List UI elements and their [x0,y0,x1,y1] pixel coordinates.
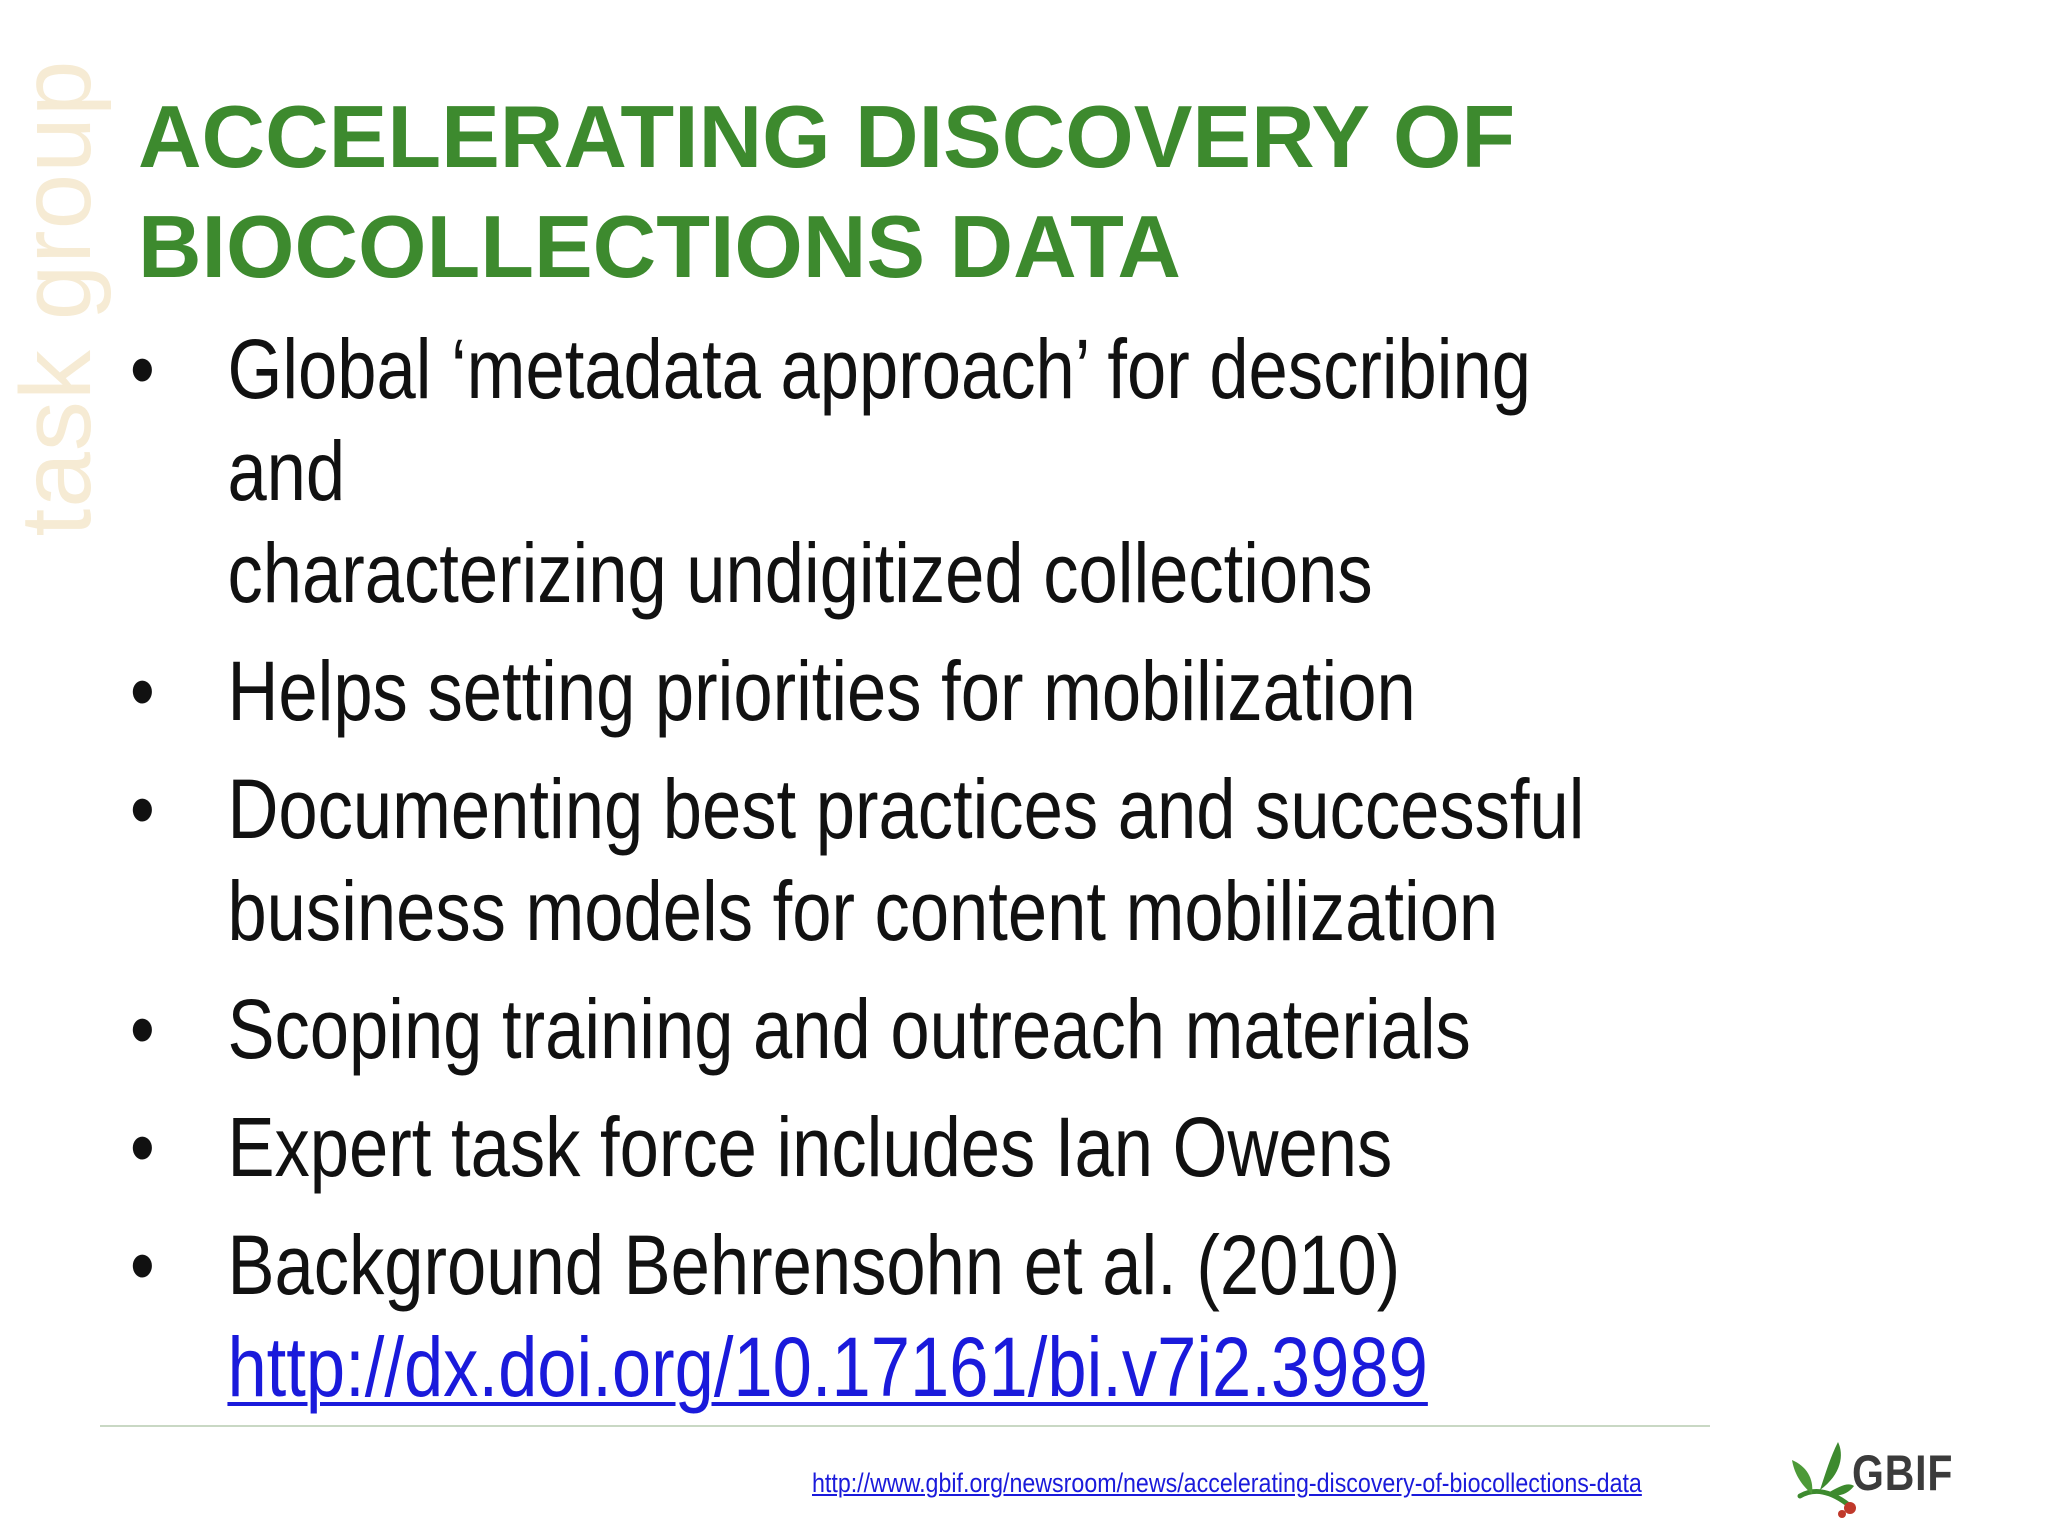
bullet-icon: • [130,762,155,856]
leaf-icon [1786,1424,1856,1524]
bullet-icon: • [130,322,155,416]
bullet-icon: • [130,1100,155,1194]
footer-divider [100,1425,1710,1427]
bullet-text-line: Documenting best practices and successful [227,762,1585,856]
bullet-item-task-force [130,1096,1608,1198]
bullet-item-best-practices [130,758,1608,962]
gbif-logo [1786,1424,1966,1524]
bullet-text-line: Expert task force includes Ian Owens [227,1100,1393,1194]
bullet-text-line: Background Behrensohn et al. (2010) [227,1218,1401,1312]
bullet-text-line: Helps setting priorities for mobilization [227,644,1416,738]
bullet-icon: • [130,644,155,738]
bullet-icon: • [130,1218,155,1312]
bullet-text-line: Global ‘metadata approach’ for describing and [227,322,1531,518]
slide-title-line-2: BIOCOLLECTIONS DATA [138,197,1181,296]
bullet-item-metadata [130,318,1608,624]
bullet-text-line: Scoping training and outreach materials [227,982,1471,1076]
bullet-icon: • [130,982,155,1076]
doi-link[interactable]: http://dx.doi.org/10.17161/bi.v7i2.3989 [227,1320,1428,1414]
bullet-item-training [130,978,1608,1080]
bullet-item-priorities [130,640,1608,742]
slide-title [138,82,1838,302]
bullet-text-line: characterizing undigitized collections [227,526,1373,620]
bullet-list [130,318,1608,1434]
footer-source-link[interactable]: http://www.gbif.org/newsroom/news/accelerating-discovery-of-biocollections-data [812,1468,1642,1498]
slide-title-line-1: ACCELERATING DISCOVERY OF [138,87,1516,186]
side-label: task group [0,59,112,537]
bullet-item-background [130,1214,1608,1418]
bullet-text-line: business models for content mobilization [227,864,1499,958]
gbif-logo-text: GBIF [1852,1445,1954,1501]
